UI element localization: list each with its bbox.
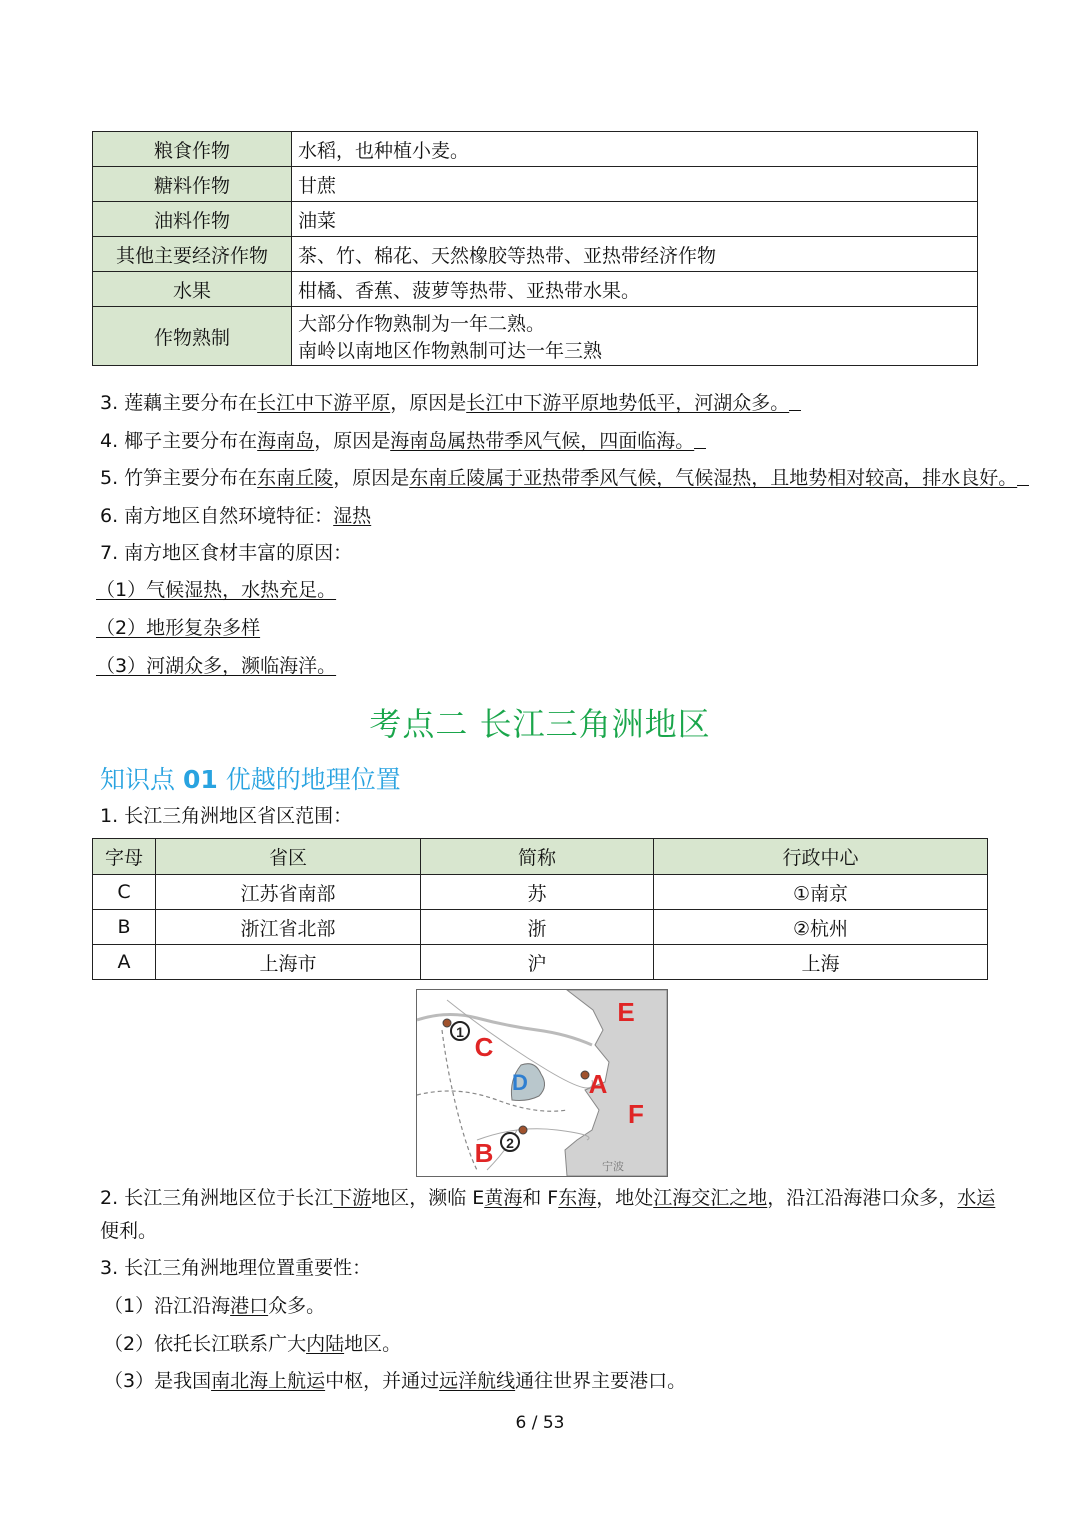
crop-desc-cell: 甘蔗 <box>292 167 978 202</box>
crop-type-cell: 其他主要经济作物 <box>93 237 292 272</box>
k1-text: 1. 长江三角洲地区省区范围： <box>100 805 353 827</box>
item-text: 5. 竹笋主要分布在 <box>100 467 258 489</box>
crop-table <box>92 131 978 366</box>
table-row <box>93 307 978 366</box>
table-cell: B <box>93 910 156 945</box>
cell-line: 大部分作物熟制为一年二熟。 <box>298 313 546 335</box>
item-text: 3. 莲藕主要分布在 <box>100 392 258 414</box>
column-header: 简称 <box>421 839 654 875</box>
k2-continuation: 便利。 <box>100 1220 158 1242</box>
item-text: （2）依托长江联系广大 <box>104 1333 307 1355</box>
item-text: ，原因是 <box>390 392 467 414</box>
map-label-a: A <box>588 1069 608 1099</box>
table-row <box>93 910 988 945</box>
map-city-label: 宁波 <box>602 1160 624 1173</box>
table-row <box>93 167 978 202</box>
answer-blank: 东南丘陵 <box>257 467 334 489</box>
item-text: ，地处 <box>596 1187 654 1209</box>
crop-type-cell: 糖料作物 <box>93 167 292 202</box>
answer-blank: 东海 <box>558 1187 597 1209</box>
map-label-e: E <box>617 997 635 1027</box>
crop-desc-cell: 水稻，也种植小麦。 <box>292 132 978 167</box>
k3-item-1 <box>104 1293 325 1319</box>
answer-blank: 长江中下游平原地势低平，河湖众多。 <box>466 392 790 414</box>
table-cell: 浙 <box>421 910 654 945</box>
table-row <box>93 945 988 980</box>
answer-blank: 黄海 <box>484 1187 523 1209</box>
reason-1: （1）气候湿热，水热充足。 <box>96 579 337 601</box>
table-cell: ①南京 <box>654 875 988 910</box>
column-header: 行政中心 <box>654 839 988 875</box>
crop-type-cell: 作物熟制 <box>93 307 292 366</box>
crop-desc-cell <box>292 307 978 366</box>
table-row <box>93 132 978 167</box>
table-cell: 浙江省北部 <box>156 910 421 945</box>
item-text: 和 F <box>522 1187 559 1209</box>
item-3 <box>100 390 801 416</box>
table-row <box>93 202 978 237</box>
kp-prefix: 知识点 <box>100 765 183 794</box>
answer-blank: 长江中下游平原 <box>257 392 391 414</box>
table-cell: 上海市 <box>156 945 421 980</box>
page-number: 6 / 53 <box>515 1413 565 1433</box>
reason-3: （3）河湖众多，濒临海洋。 <box>96 655 337 677</box>
item-text: 7. 南方地区食材丰富的原因： <box>100 542 353 564</box>
yangtze-delta-map <box>416 989 668 1177</box>
item-text: 2. 长江三角洲地区位于长江 <box>100 1187 334 1209</box>
crop-desc-cell: 柑橘、香蕉、菠萝等热带、亚热带水果。 <box>292 272 978 307</box>
k3-text: 3. 长江三角洲地理位置重要性： <box>100 1257 372 1279</box>
item-5 <box>100 465 1029 491</box>
table-cell: 沪 <box>421 945 654 980</box>
table-cell: A <box>93 945 156 980</box>
column-header: 省区 <box>156 839 421 875</box>
answer-blank: 下游 <box>333 1187 372 1209</box>
table-row <box>93 875 988 910</box>
answer-blank: 港口 <box>230 1295 269 1317</box>
answer-blank: 海南岛 <box>257 430 315 452</box>
cell-line: 南岭以南地区作物熟制可达一年三熟 <box>298 340 603 362</box>
table-cell: C <box>93 875 156 910</box>
item-text: ，原因是 <box>314 430 391 452</box>
table-cell: 上海 <box>654 945 988 980</box>
answer-blank: 内陆 <box>306 1333 345 1355</box>
kp-number: 01 <box>182 765 218 794</box>
table-row <box>93 272 978 307</box>
map-marker-2: 2 <box>506 1135 514 1151</box>
table-row <box>93 237 978 272</box>
crop-desc-cell: 油菜 <box>292 202 978 237</box>
answer-blank: 东南丘陵属于亚热带季风气候，气候湿热，且地势相对较高，排水良好。 <box>409 467 1018 489</box>
map-label-c: C <box>474 1032 494 1062</box>
answer-blank: 南北海上航运 <box>211 1370 326 1392</box>
k2-text <box>100 1185 995 1211</box>
kp-title: 优越的地理位置 <box>217 765 401 794</box>
crop-type-cell: 油料作物 <box>93 202 292 237</box>
map-figure <box>417 990 667 1176</box>
table-cell: 江苏省南部 <box>156 875 421 910</box>
item-text: 地区。 <box>344 1333 402 1355</box>
item-text: 中枢，并通过 <box>325 1370 440 1392</box>
item-7 <box>100 540 352 566</box>
answer-blank: 江海交汇之地 <box>653 1187 768 1209</box>
k3-item-3 <box>104 1368 686 1394</box>
item-text: 地区，濒临 E <box>371 1187 485 1209</box>
region-table <box>92 838 988 980</box>
item-text: （1）沿江沿海 <box>104 1295 231 1317</box>
item-text: 4. 椰子主要分布在 <box>100 430 258 452</box>
item-4 <box>100 428 706 454</box>
crop-type-cell: 粮食作物 <box>93 132 292 167</box>
table-cell: ②杭州 <box>654 910 988 945</box>
item-text: 6. 南方地区自然环境特征： <box>100 505 334 527</box>
item-text: ，原因是 <box>333 467 410 489</box>
item-text: 通往世界主要港口。 <box>515 1370 687 1392</box>
crop-desc-cell: 茶、竹、棉花、天然橡胶等热带、亚热带经济作物 <box>292 237 978 272</box>
crop-type-cell: 水果 <box>93 272 292 307</box>
map-label-b: B <box>474 1138 494 1168</box>
reason-2: （2）地形复杂多样 <box>96 617 261 639</box>
answer-blank: 远洋航线 <box>439 1370 516 1392</box>
table-cell: 苏 <box>421 875 654 910</box>
knowledge-point-heading <box>100 760 401 796</box>
map-label-d: D <box>512 1070 528 1095</box>
item-text: （3）是我国 <box>104 1370 212 1392</box>
answer-blank: 湿热 <box>333 505 372 527</box>
item-6 <box>100 503 371 529</box>
k3-item-2 <box>104 1331 401 1357</box>
map-marker-1: 1 <box>456 1024 464 1040</box>
column-header: 字母 <box>93 839 156 875</box>
answer-blank: 水运 <box>957 1187 996 1209</box>
answer-blank: 海南岛属热带季风气候，四面临海。 <box>390 430 695 452</box>
item-text: ，沿江沿海港口众多， <box>767 1187 958 1209</box>
section-title: 考点二 长江三角洲地区 <box>369 705 711 743</box>
map-label-f: F <box>628 1099 644 1129</box>
table-header-row <box>93 839 988 875</box>
item-text: 众多。 <box>268 1295 326 1317</box>
